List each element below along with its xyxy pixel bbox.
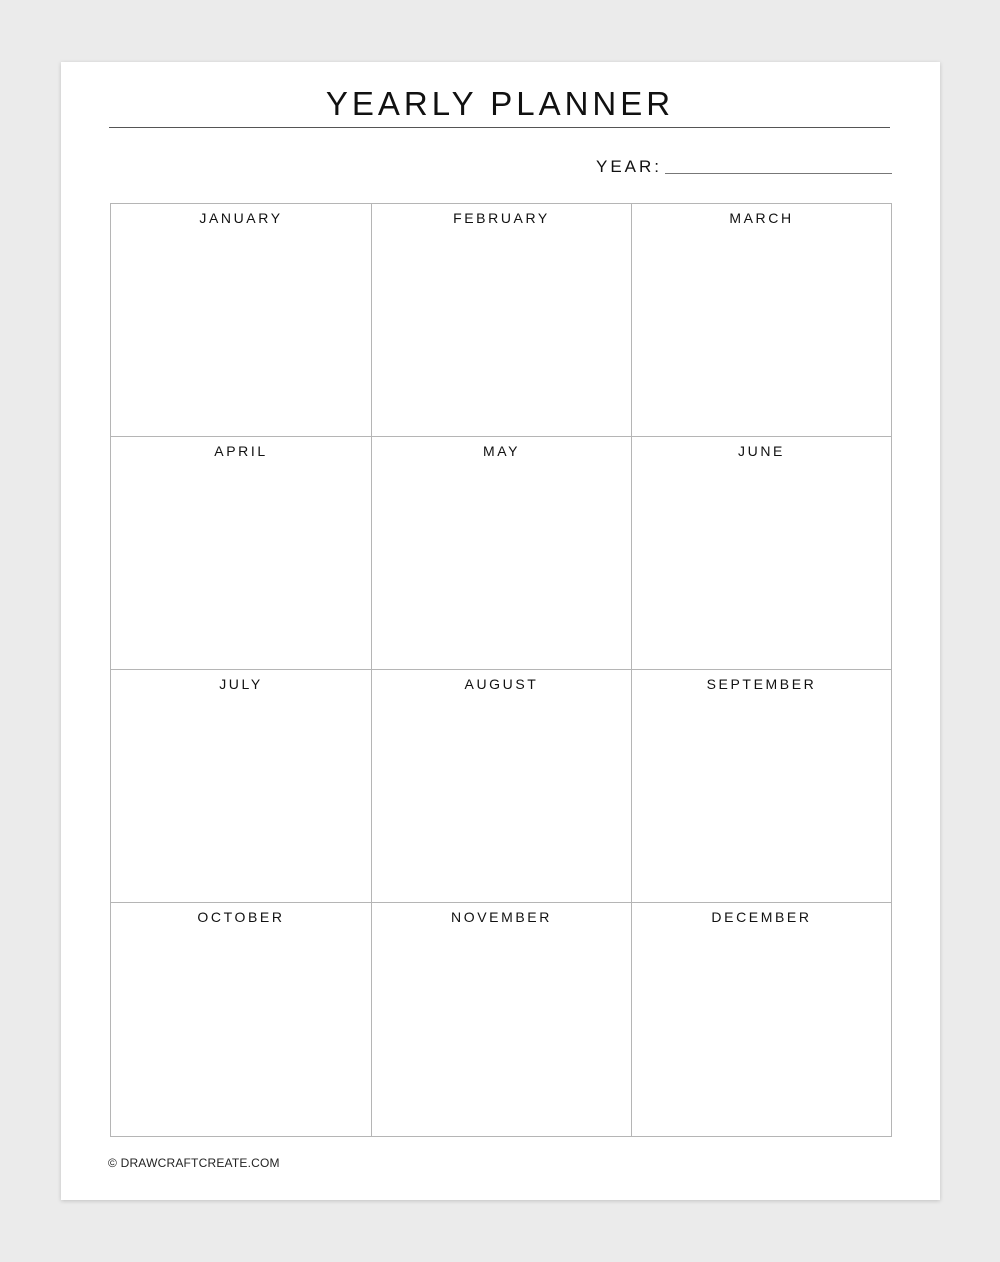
month-cell-march[interactable] (632, 204, 891, 437)
month-grid (110, 203, 892, 1137)
month-label: OCTOBER (197, 909, 285, 925)
month-label: NOVEMBER (451, 909, 552, 925)
month-cell-december[interactable] (632, 903, 891, 1136)
month-label: APRIL (214, 443, 268, 459)
month-cell-august[interactable] (372, 670, 632, 903)
month-cell-november[interactable] (372, 903, 632, 1136)
year-input-line[interactable] (665, 173, 892, 174)
month-cell-september[interactable] (632, 670, 891, 903)
month-cell-october[interactable] (111, 903, 372, 1136)
month-label: MARCH (729, 210, 794, 226)
month-cell-july[interactable] (111, 670, 372, 903)
year-label: YEAR: (596, 157, 663, 176)
month-label: MAY (482, 443, 521, 459)
month-label: JANUARY (199, 210, 283, 226)
month-cell-february[interactable] (372, 204, 632, 437)
month-cell-june[interactable] (632, 437, 891, 670)
month-label: DECEMBER (711, 909, 812, 925)
page-title: YEARLY PLANNER (325, 85, 675, 122)
month-label: JULY (219, 676, 263, 692)
month-cell-january[interactable] (111, 204, 372, 437)
title-divider (109, 127, 890, 128)
month-cell-april[interactable] (111, 437, 372, 670)
copyright-footer: © DRAWCRAFTCREATE.COM (108, 1156, 280, 1170)
month-label: AUGUST (464, 676, 539, 692)
month-label: SEPTEMBER (706, 676, 817, 692)
month-label: FEBRUARY (453, 210, 550, 226)
month-label: JUNE (738, 443, 785, 459)
month-cell-may[interactable] (372, 437, 632, 670)
